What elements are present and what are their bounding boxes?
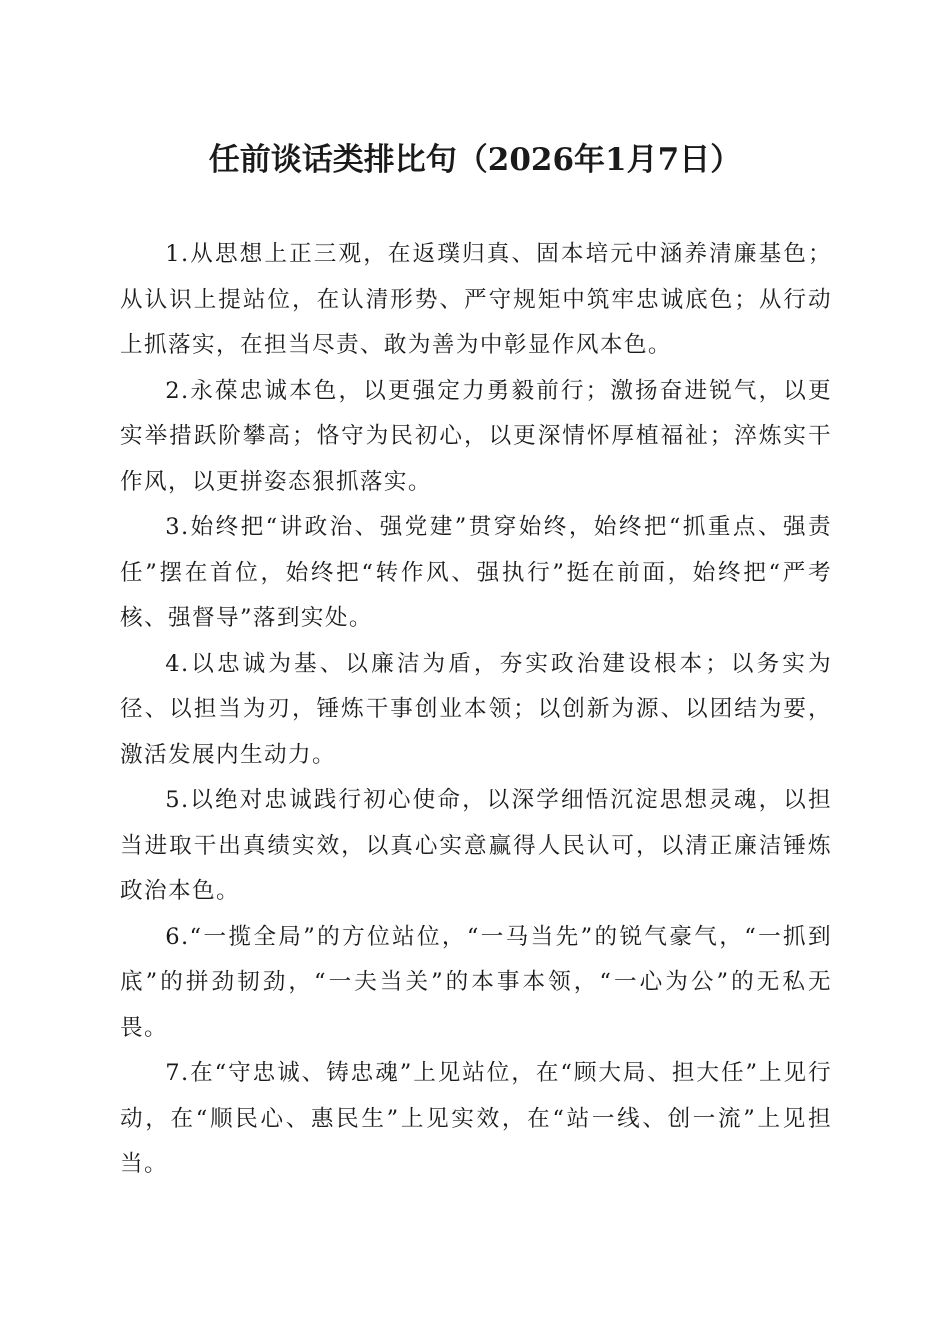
paragraph-7: 7.在“守忠诚、铸忠魂”上见站位，在“顾大局、担大任”上见行动，在“顺民心、惠民生”上见实效，在“站一线、创一流”上见担当。 xyxy=(120,1060,832,1177)
paragraph-6: 6.“一揽全局”的方位站位，“一马当先”的锐气豪气，“一抓到底”的拼劲韧劲，“一夫当关”的本事本领，“一心为公”的无私无畏。 xyxy=(120,923,832,1041)
paragraph-3: 3.始终把“讲政治、强党建”贯穿始终，始终把“抓重点、强责任”摆在首位，始终把“转作风、强执行”挺在前面，始终把“严考核、强督导”落到实处。 xyxy=(120,514,832,631)
paragraph-5: 5.以绝对忠诚践行初心使命，以深学细悟沉淀思想灵魂，以担当进取干出真绩实效，以真心实意赢得人民认可，以清正廉洁锤炼政治本色。 xyxy=(120,787,832,904)
document-title: 任前谈话类排比句（2026年1月7日） xyxy=(208,142,742,178)
paragraph-1: 1.从思想上正三观，在返璞归真、固本培元中涵养清廉基色；从认识上提站位，在认清形势、严守规矩中筑牢忠诚底色；从行动上抓落实，在担当尽责、敢为善为中彰显作风本色。 xyxy=(120,241,832,358)
document-body xyxy=(120,232,832,1188)
paragraph-2: 2.永葆忠诚本色，以更强定力勇毅前行；激扬奋进锐气，以更实举措跃阶攀高；恪守为民初心，以更深情怀厚植福祉；淬炼实干作风，以更拼姿态狠抓落实。 xyxy=(120,377,832,495)
paragraph-4: 4.以忠诚为基、以廉洁为盾，夯实政治建设根本；以务实为径、以担当为刃，锤炼干事创业本领；以创新为源、以团结为要，激活发展内生动力。 xyxy=(120,650,832,768)
